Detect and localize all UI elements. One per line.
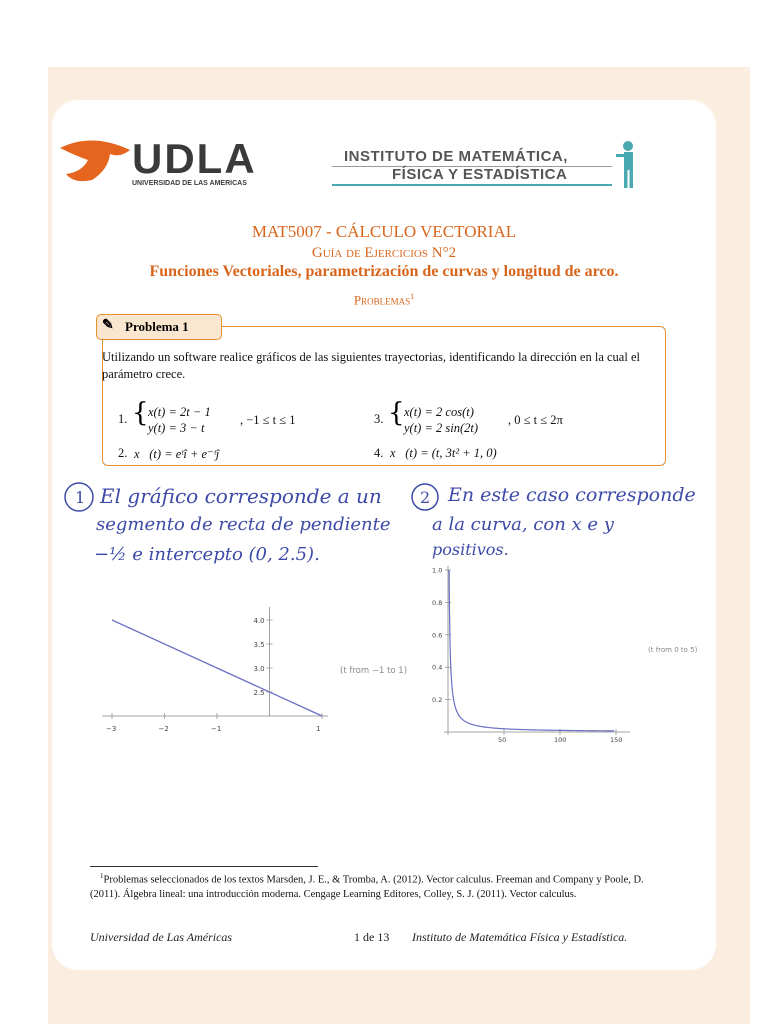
item-1-number: 1. — [118, 412, 128, 426]
chart-1-y-tick-label: 2.5 — [253, 689, 265, 697]
handwriting-right-line-1: En este caso corresponde — [448, 484, 696, 506]
course-title: MAT5007 - CÁLCULO VECTORIAL — [251, 222, 517, 241]
chart-2-series-line — [449, 570, 614, 731]
item-2-equation: x⃗(t) = eᵗî + e⁻ᵗĵ — [134, 447, 220, 461]
item-2-number: 2. — [118, 446, 128, 460]
item-3-line-2: y(t) = 2 sin(2t) — [404, 421, 479, 435]
chart-1-x-tick-label: −2 — [158, 725, 169, 733]
scientist-figure-icon — [616, 140, 642, 190]
footnote — [90, 869, 666, 902]
chart-1-series-line — [112, 620, 322, 716]
guide-title: Guía de Ejercicios N°2 — [311, 245, 457, 261]
footer-page-number: 1 de 13 — [354, 930, 390, 944]
logo-text: UDLA — [132, 135, 257, 182]
circled-number-2-text: 2 — [420, 488, 431, 507]
handwriting-right-line-2: a la curva, con x e y — [432, 514, 614, 535]
chart-2-x-tick-label: 150 — [610, 736, 623, 744]
item-1-range: , −1 ≤ t ≤ 1 — [240, 413, 296, 427]
handwriting-left-line-1: El gráfico corresponde a un — [100, 484, 382, 508]
handwriting-right-line-3: positivos. — [432, 540, 509, 559]
chart-curve — [430, 562, 640, 747]
chart-segment — [92, 605, 332, 740]
footnote-rule — [90, 866, 318, 867]
item-1-brace: { — [132, 398, 149, 428]
topic-title: Funciones Vectoriales, parametrización de curvas y longitud de arco. — [149, 263, 619, 280]
problem-box — [102, 326, 666, 466]
problem-tag — [96, 314, 222, 340]
chart-2-y-tick-label: 0.8 — [432, 598, 443, 607]
item-1-line-1: x(t) = 2t − 1 — [148, 405, 211, 419]
pencil-icon: ✎ — [102, 318, 114, 333]
document-page — [52, 100, 716, 970]
footer-left: Universidad de Las Américas — [90, 930, 233, 944]
chart-1-y-tick-label: 3.0 — [253, 665, 265, 673]
chart-1-x-tick-label: −3 — [106, 725, 117, 733]
footnote-text: Problemas seleccionados de los textos Marsden, J. E., & Tromba, A. (2012). Vector calculus. Freeman and Company y Poole, D. (2011). Álgebra lineal: una introducción moderna. Cengage Learning Editores, Colley, S. J. (2011). Vector calculus. — [90, 874, 644, 900]
item-3-line-1: x(t) = 2 cos(t) — [404, 405, 474, 419]
chart-2-y-tick-label: 0.6 — [432, 631, 443, 640]
problem-tag-label: Problema 1 — [125, 319, 189, 334]
item-3-range: , 0 ≤ t ≤ 2π — [508, 413, 563, 427]
chart-2-y-tick-label: 1.0 — [432, 566, 443, 575]
chart-1-y-tick-label: 3.5 — [253, 641, 265, 649]
footer-right: Instituto de Matemática Física y Estadística. — [412, 930, 628, 944]
udla-logo-icon — [52, 130, 138, 190]
section-title-text: Problemas — [353, 292, 411, 308]
item-4-number: 4. — [374, 446, 384, 460]
problem-statement: Utilizando un software realice gráficos de las siguientes trayectorias, identificando la dirección en la cual el parámetro crece. — [102, 350, 640, 381]
item-4-equation: x⃗(t) = (t, 3t² + 1, 0) — [390, 446, 497, 460]
chart-1-x-tick-label: −1 — [211, 725, 222, 733]
circled-number-1-text: 1 — [75, 488, 86, 507]
circled-number-2 — [408, 480, 442, 514]
section-footnote-mark: 1 — [410, 292, 415, 301]
footnote-mark: 1 — [100, 872, 104, 880]
chart-2-y-tick-label: 0.2 — [432, 696, 443, 705]
logo-subtitle: UNIVERSIDAD DE LAS AMERICAS — [132, 180, 247, 187]
chart-2-y-tick-label: 0.4 — [432, 663, 443, 672]
item-3-brace: { — [388, 398, 405, 428]
item-3-number: 3. — [374, 412, 384, 426]
chart-1-x-tick-label: 1 — [316, 725, 321, 733]
handwriting-left-line-2: segmento de recta de pendiente — [96, 514, 391, 535]
chart-2-x-tick-label: 100 — [554, 736, 567, 744]
section-title — [52, 292, 716, 308]
institute-underline — [332, 184, 612, 186]
handwriting-left-line-3: −½ e intercepto (0, 2.5). — [94, 544, 320, 565]
chart-1-annotation: (t from −1 to 1) — [340, 666, 408, 676]
chart-1-y-tick-label: 4.0 — [253, 617, 265, 625]
institute-line-2: FÍSICA Y ESTADÍSTICA — [392, 166, 568, 183]
chart-2-x-tick-label: 50 — [498, 736, 507, 744]
chart-2-annotation: (t from 0 to 5) — [648, 646, 698, 654]
circled-number-1 — [62, 480, 96, 514]
institute-line-1: INSTITUTO DE MATEMÁTICA, — [344, 148, 568, 165]
item-1-line-2: y(t) = 3 − t — [148, 421, 205, 435]
